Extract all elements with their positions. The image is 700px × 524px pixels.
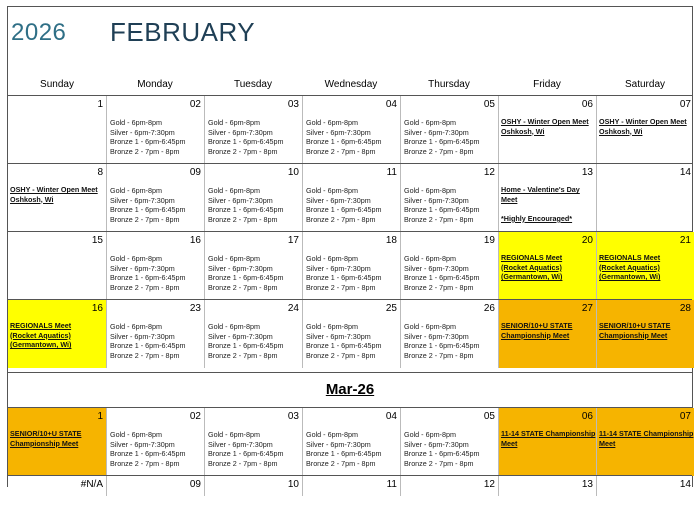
event-line: Meet (599, 438, 616, 448)
day-cell[interactable] (596, 300, 694, 368)
day-cell[interactable] (8, 96, 106, 164)
event-line: (Rocket Aquatics) (10, 330, 71, 340)
event-1114-state-meet[interactable] (501, 429, 595, 448)
event-line: Championship Meet (10, 438, 79, 448)
practice-gold: Gold - 6pm-8pm (404, 254, 456, 263)
weekday-header-row (8, 77, 692, 95)
day-cell[interactable] (400, 164, 498, 232)
day-number: 04 (385, 99, 397, 110)
event-line: SENIOR/10+U STATE (501, 321, 573, 330)
practice-silver: Silver - 6pm-7:30pm (110, 195, 175, 205)
day-number: #N/A (80, 479, 103, 490)
practice-bronze1: Bronze 1 - 6pm-6:45pm (404, 205, 480, 215)
practice-silver: Silver - 6pm-7:30pm (404, 439, 469, 449)
event-senior-state-meet[interactable] (10, 429, 81, 448)
event-line: Oshkosh, Wi (501, 126, 545, 136)
day-cell[interactable] (8, 232, 106, 300)
practice-bronze2: Bronze 2 - 7pm - 8pm (110, 214, 180, 224)
day-cell[interactable] (204, 232, 302, 300)
day-cell[interactable] (400, 232, 498, 300)
event-line: (Rocket Aquatics) (501, 262, 562, 272)
event-line: Home - Valentine's Day (501, 185, 580, 194)
practice-silver: Silver - 6pm-7:30pm (208, 439, 273, 449)
practice-schedule (208, 254, 284, 292)
practice-bronze1: Bronze 1 - 6pm-6:45pm (110, 273, 186, 283)
practice-bronze1: Bronze 1 - 6pm-6:45pm (404, 273, 480, 283)
event-line: SENIOR/10+U STATE (599, 321, 671, 330)
day-cell[interactable] (400, 300, 498, 368)
practice-silver: Silver - 6pm-7:30pm (404, 263, 469, 273)
practice-bronze1: Bronze 1 - 6pm-6:45pm (306, 205, 382, 215)
day-cell[interactable] (498, 300, 596, 368)
day-number: 13 (581, 167, 593, 178)
event-line: (Germantown, Wi) (501, 272, 563, 282)
event-oshy-meet[interactable] (10, 185, 98, 204)
practice-schedule (208, 186, 284, 224)
practice-bronze1: Bronze 1 - 6pm-6:45pm (208, 449, 284, 459)
day-number: 10 (287, 167, 299, 178)
day-number: 03 (287, 411, 299, 422)
practice-schedule (306, 430, 382, 468)
practice-schedule (306, 254, 382, 292)
event-senior-state-meet[interactable] (599, 321, 670, 340)
day-number: 09 (189, 479, 201, 490)
practice-bronze1: Bronze 1 - 6pm-6:45pm (404, 341, 480, 351)
day-cell[interactable] (8, 476, 106, 496)
day-number: 05 (483, 99, 495, 110)
practice-schedule (404, 186, 480, 224)
day-number: 1 (97, 411, 103, 422)
practice-schedule (306, 186, 382, 224)
day-cell[interactable] (204, 476, 302, 496)
practice-gold: Gold - 6pm-8pm (306, 186, 358, 195)
practice-bronze2: Bronze 2 - 7pm - 8pm (404, 146, 474, 156)
day-cell[interactable] (302, 300, 400, 368)
practice-gold: Gold - 6pm-8pm (208, 118, 260, 127)
practice-bronze1: Bronze 1 - 6pm-6:45pm (404, 137, 480, 147)
practice-bronze2: Bronze 2 - 7pm - 8pm (208, 146, 278, 156)
event-line: Championship Meet (501, 330, 570, 340)
day-cell[interactable] (204, 164, 302, 232)
practice-bronze1: Bronze 1 - 6pm-6:45pm (208, 205, 284, 215)
practice-gold: Gold - 6pm-8pm (208, 254, 260, 263)
day-number: 1 (97, 99, 103, 110)
year-title: 2026 (11, 19, 67, 46)
day-cell[interactable] (204, 300, 302, 368)
day-cell[interactable] (302, 408, 400, 476)
practice-schedule (404, 118, 480, 156)
practice-silver: Silver - 6pm-7:30pm (306, 331, 371, 341)
event-line: OSHY - Winter Open Meet (501, 117, 589, 126)
practice-schedule (404, 322, 480, 360)
event-senior-state-meet[interactable] (501, 321, 572, 340)
weekday-wednesday: Wednesday (324, 79, 378, 90)
practice-silver: Silver - 6pm-7:30pm (404, 195, 469, 205)
day-number: 05 (483, 411, 495, 422)
practice-silver: Silver - 6pm-7:30pm (404, 331, 469, 341)
day-cell[interactable] (8, 408, 106, 476)
week-row-2 (8, 163, 692, 232)
practice-bronze2: Bronze 2 - 7pm - 8pm (110, 146, 180, 156)
event-note: *Highly Encouraged* (501, 213, 573, 223)
event-line: 11-14 STATE Championship (501, 429, 596, 438)
practice-bronze1: Bronze 1 - 6pm-6:45pm (306, 341, 382, 351)
event-line: SENIOR/10+U STATE (10, 429, 82, 438)
event-line: REGIONALS Meet (10, 321, 72, 330)
practice-schedule (306, 322, 382, 360)
event-line: Meet (501, 438, 518, 448)
march-week-row-1 (8, 407, 692, 476)
practice-silver: Silver - 6pm-7:30pm (208, 127, 273, 137)
day-cell[interactable] (498, 96, 596, 164)
practice-schedule (404, 254, 480, 292)
practice-gold: Gold - 6pm-8pm (110, 254, 162, 263)
practice-silver: Silver - 6pm-7:30pm (110, 439, 175, 449)
day-number: 06 (581, 411, 593, 422)
day-cell[interactable] (8, 300, 106, 368)
practice-bronze2: Bronze 2 - 7pm - 8pm (404, 282, 474, 292)
weekday-tuesday: Tuesday (234, 79, 272, 90)
practice-gold: Gold - 6pm-8pm (110, 430, 162, 439)
day-number: 18 (385, 235, 397, 246)
day-cell[interactable] (596, 164, 694, 232)
day-cell[interactable] (302, 232, 400, 300)
practice-bronze1: Bronze 1 - 6pm-6:45pm (208, 273, 284, 283)
weekday-thursday: Thursday (428, 79, 470, 90)
event-line: Meet (501, 194, 518, 204)
day-number: 13 (581, 479, 593, 490)
day-cell[interactable] (106, 408, 204, 476)
practice-bronze2: Bronze 2 - 7pm - 8pm (208, 282, 278, 292)
month-title: FEBRUARY (110, 17, 256, 47)
day-number: 03 (287, 99, 299, 110)
day-number: 8 (97, 167, 103, 178)
practice-bronze1: Bronze 1 - 6pm-6:45pm (208, 137, 284, 147)
day-number: 23 (189, 303, 201, 314)
event-regionals-meet[interactable] (501, 253, 562, 282)
day-number: 15 (91, 235, 103, 246)
practice-bronze2: Bronze 2 - 7pm - 8pm (110, 458, 180, 468)
practice-schedule (404, 430, 480, 468)
practice-gold: Gold - 6pm-8pm (208, 322, 260, 331)
practice-gold: Gold - 6pm-8pm (306, 430, 358, 439)
day-number: 27 (581, 303, 593, 314)
day-number: 02 (189, 411, 201, 422)
practice-bronze2: Bronze 2 - 7pm - 8pm (208, 458, 278, 468)
day-number: 14 (679, 167, 691, 178)
day-cell[interactable] (106, 232, 204, 300)
practice-bronze1: Bronze 1 - 6pm-6:45pm (306, 137, 382, 147)
day-number: 12 (483, 167, 495, 178)
day-number: 21 (679, 235, 691, 246)
practice-schedule (110, 430, 186, 468)
day-number: 06 (581, 99, 593, 110)
event-line: Championship Meet (599, 330, 668, 340)
event-1114-state-meet[interactable] (599, 429, 693, 448)
day-cell[interactable] (596, 408, 694, 476)
day-number: 09 (189, 167, 201, 178)
day-number: 11 (386, 479, 397, 490)
practice-gold: Gold - 6pm-8pm (306, 118, 358, 127)
practice-gold: Gold - 6pm-8pm (404, 322, 456, 331)
day-cell[interactable] (106, 300, 204, 368)
practice-silver: Silver - 6pm-7:30pm (306, 439, 371, 449)
day-cell[interactable] (498, 232, 596, 300)
week-row-3 (8, 231, 692, 300)
weekday-monday: Monday (137, 79, 173, 90)
practice-silver: Silver - 6pm-7:30pm (110, 331, 175, 341)
calendar-frame (7, 6, 694, 490)
practice-bronze1: Bronze 1 - 6pm-6:45pm (208, 341, 284, 351)
day-cell[interactable] (400, 96, 498, 164)
practice-bronze2: Bronze 2 - 7pm - 8pm (306, 282, 376, 292)
event-line: Oshkosh, Wi (599, 126, 643, 136)
event-line: Oshkosh, Wi (10, 194, 54, 204)
event-line: (Germantown, Wi) (599, 272, 661, 282)
practice-schedule (110, 118, 186, 156)
practice-bronze2: Bronze 2 - 7pm - 8pm (306, 146, 376, 156)
event-oshy-meet[interactable] (599, 117, 687, 136)
day-cell[interactable] (498, 408, 596, 476)
event-regionals-meet[interactable] (599, 253, 660, 282)
practice-bronze2: Bronze 2 - 7pm - 8pm (404, 214, 474, 224)
practice-gold: Gold - 6pm-8pm (404, 430, 456, 439)
practice-bronze1: Bronze 1 - 6pm-6:45pm (404, 449, 480, 459)
day-cell[interactable] (596, 476, 694, 496)
practice-bronze2: Bronze 2 - 7pm - 8pm (306, 350, 376, 360)
practice-silver: Silver - 6pm-7:30pm (208, 331, 273, 341)
event-regionals-meet[interactable] (10, 321, 71, 350)
practice-gold: Gold - 6pm-8pm (404, 186, 456, 195)
event-home-valentines-meet[interactable] (501, 185, 580, 223)
practice-bronze2: Bronze 2 - 7pm - 8pm (208, 350, 278, 360)
week-row-4 (8, 299, 692, 368)
event-line: REGIONALS Meet (599, 253, 661, 262)
day-number: 19 (483, 235, 495, 246)
practice-gold: Gold - 6pm-8pm (208, 430, 260, 439)
practice-gold: Gold - 6pm-8pm (110, 186, 162, 195)
day-number: 12 (483, 479, 495, 490)
day-number: 16 (189, 235, 201, 246)
day-cell[interactable] (498, 476, 596, 496)
event-line: (Germantown, Wi) (10, 340, 72, 350)
day-number: 02 (189, 99, 201, 110)
practice-bronze1: Bronze 1 - 6pm-6:45pm (306, 449, 382, 459)
practice-silver: Silver - 6pm-7:30pm (306, 195, 371, 205)
practice-bronze1: Bronze 1 - 6pm-6:45pm (110, 449, 186, 459)
practice-schedule (208, 322, 284, 360)
day-number: 14 (679, 479, 691, 490)
day-number: 07 (679, 411, 691, 422)
practice-bronze2: Bronze 2 - 7pm - 8pm (208, 214, 278, 224)
weekday-friday: Friday (533, 79, 561, 90)
practice-gold: Gold - 6pm-8pm (404, 118, 456, 127)
day-number: 20 (581, 235, 593, 246)
day-cell[interactable] (302, 164, 400, 232)
event-line: OSHY - Winter Open Meet (10, 185, 98, 194)
march-week-row-2 (8, 475, 692, 496)
day-cell[interactable] (400, 476, 498, 496)
practice-bronze2: Bronze 2 - 7pm - 8pm (306, 458, 376, 468)
practice-silver: Silver - 6pm-7:30pm (306, 263, 371, 273)
day-number: 26 (483, 303, 495, 314)
day-cell[interactable] (498, 164, 596, 232)
practice-bronze2: Bronze 2 - 7pm - 8pm (110, 282, 180, 292)
practice-gold: Gold - 6pm-8pm (306, 254, 358, 263)
day-number: 25 (385, 303, 397, 314)
day-number: 17 (287, 235, 299, 246)
day-cell[interactable] (106, 96, 204, 164)
event-oshy-meet[interactable] (501, 117, 589, 136)
event-spacer (501, 204, 580, 214)
practice-bronze1: Bronze 1 - 6pm-6:45pm (110, 137, 186, 147)
practice-bronze1: Bronze 1 - 6pm-6:45pm (110, 205, 186, 215)
practice-silver: Silver - 6pm-7:30pm (110, 263, 175, 273)
day-cell[interactable] (596, 232, 694, 300)
weekday-saturday: Saturday (624, 79, 666, 90)
practice-bronze2: Bronze 2 - 7pm - 8pm (404, 350, 474, 360)
day-cell[interactable] (302, 476, 400, 496)
day-cell[interactable] (204, 408, 302, 476)
practice-silver: Silver - 6pm-7:30pm (404, 127, 469, 137)
practice-silver: Silver - 6pm-7:30pm (110, 127, 175, 137)
week-row-1 (8, 95, 692, 164)
day-number: 11 (386, 167, 397, 178)
practice-silver: Silver - 6pm-7:30pm (208, 263, 273, 273)
practice-bronze1: Bronze 1 - 6pm-6:45pm (110, 341, 186, 351)
day-cell[interactable] (596, 96, 694, 164)
practice-bronze2: Bronze 2 - 7pm - 8pm (110, 350, 180, 360)
day-cell[interactable] (106, 476, 204, 496)
day-cell[interactable] (106, 164, 204, 232)
weekday-sunday: Sunday (40, 79, 74, 90)
practice-gold: Gold - 6pm-8pm (208, 186, 260, 195)
practice-gold: Gold - 6pm-8pm (110, 322, 162, 331)
practice-schedule (110, 254, 186, 292)
practice-gold: Gold - 6pm-8pm (306, 322, 358, 331)
practice-silver: Silver - 6pm-7:30pm (208, 195, 273, 205)
practice-schedule (306, 118, 382, 156)
practice-schedule (110, 322, 186, 360)
day-number: 16 (91, 303, 103, 314)
practice-schedule (208, 430, 284, 468)
event-line: (Rocket Aquatics) (599, 262, 660, 272)
day-cell[interactable] (302, 96, 400, 164)
practice-bronze2: Bronze 2 - 7pm - 8pm (404, 458, 474, 468)
next-month-header (8, 372, 692, 408)
day-number: 07 (679, 99, 691, 110)
day-number: 24 (287, 303, 299, 314)
practice-bronze1: Bronze 1 - 6pm-6:45pm (306, 273, 382, 283)
next-month-title: Mar-26 (325, 381, 375, 398)
day-cell[interactable] (400, 408, 498, 476)
practice-schedule (208, 118, 284, 156)
practice-bronze2: Bronze 2 - 7pm - 8pm (306, 214, 376, 224)
practice-silver: Silver - 6pm-7:30pm (306, 127, 371, 137)
event-line: OSHY - Winter Open Meet (599, 117, 687, 126)
day-number: 10 (287, 479, 299, 490)
day-number: 28 (679, 303, 691, 314)
practice-schedule (110, 186, 186, 224)
event-line: REGIONALS Meet (501, 253, 563, 262)
day-cell[interactable] (8, 164, 106, 232)
practice-gold: Gold - 6pm-8pm (110, 118, 162, 127)
day-cell[interactable] (204, 96, 302, 164)
day-number: 04 (385, 411, 397, 422)
event-line: 11-14 STATE Championship (599, 429, 694, 438)
